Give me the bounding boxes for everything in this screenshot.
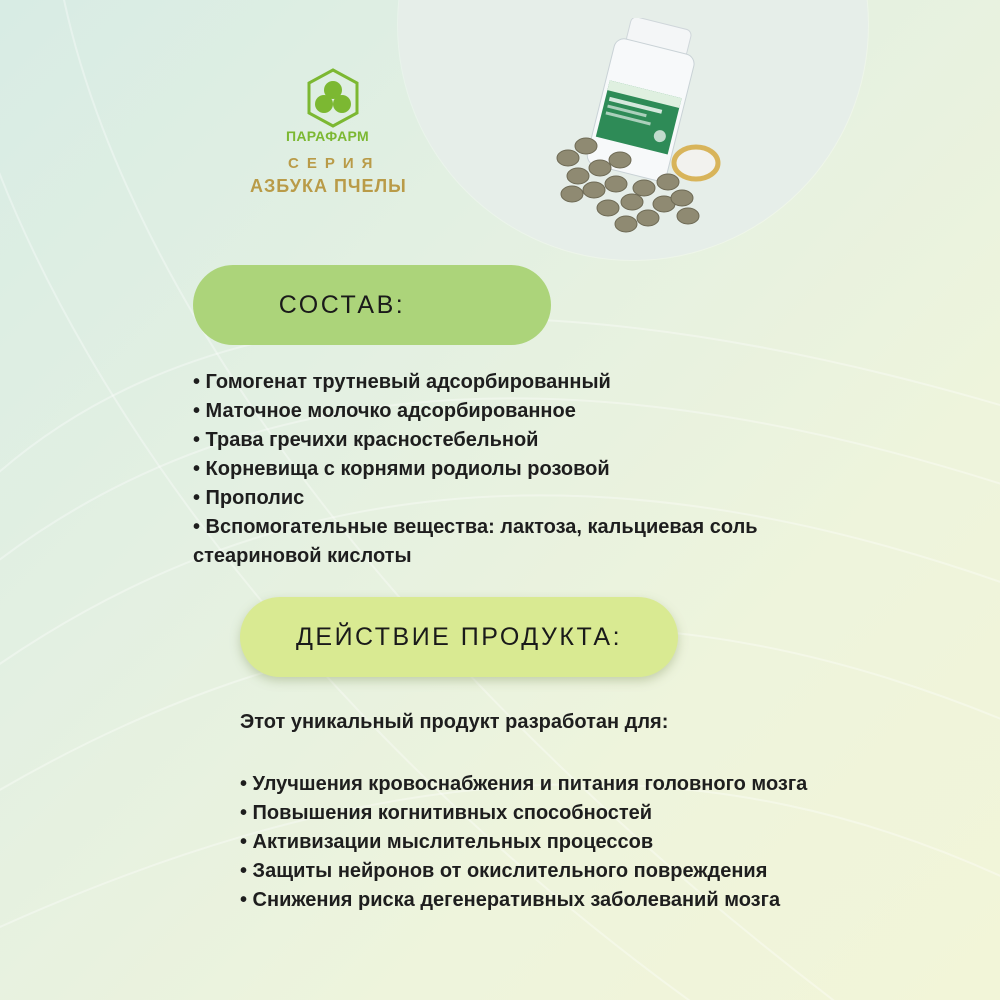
list-item: • Корневища с корнями родиолы розовой [193, 458, 610, 480]
series-label: СЕРИЯ [288, 155, 381, 172]
brand-name: ПАРАФАРМ [286, 128, 369, 144]
list-item: • Улучшения кровоснабжения и питания головного мозга [240, 773, 808, 795]
list-item: • Прополис [193, 487, 305, 509]
list-item: • Вспомогательные вещества: лактоза, кальциевая соль стеариновой кислоты [193, 516, 758, 567]
supplement-bottle-with-tablets-icon [548, 18, 728, 248]
list-item: • Гомогенат трутневый адсорбированный [193, 371, 611, 393]
list-item: • Защиты нейронов от окислительного повреждения [240, 860, 768, 882]
list-item: • Маточное молочко адсорбированное [193, 400, 576, 422]
action-intro: Этот уникальный продукт разработан для: [240, 711, 669, 733]
action-heading: ДЕЙСТВИЕ ПРОДУКТА: [295, 622, 623, 651]
series-name: АЗБУКА ПЧЕЛЫ [250, 176, 407, 196]
list-item: • Трава гречихи красностебельной [193, 429, 539, 451]
list-item: • Активизации мыслительных процессов [240, 831, 654, 853]
parafarm-logo-icon [306, 68, 360, 128]
list-item: • Повышения когнитивных способностей [240, 802, 653, 824]
composition-list [193, 368, 853, 571]
action-heading-pill [240, 597, 678, 677]
composition-heading-pill [193, 265, 551, 345]
list-item: • Снижения риска дегенеративных заболеваний мозга [240, 889, 781, 911]
action-list [240, 770, 940, 915]
composition-heading: СОСТАВ: [278, 290, 406, 319]
